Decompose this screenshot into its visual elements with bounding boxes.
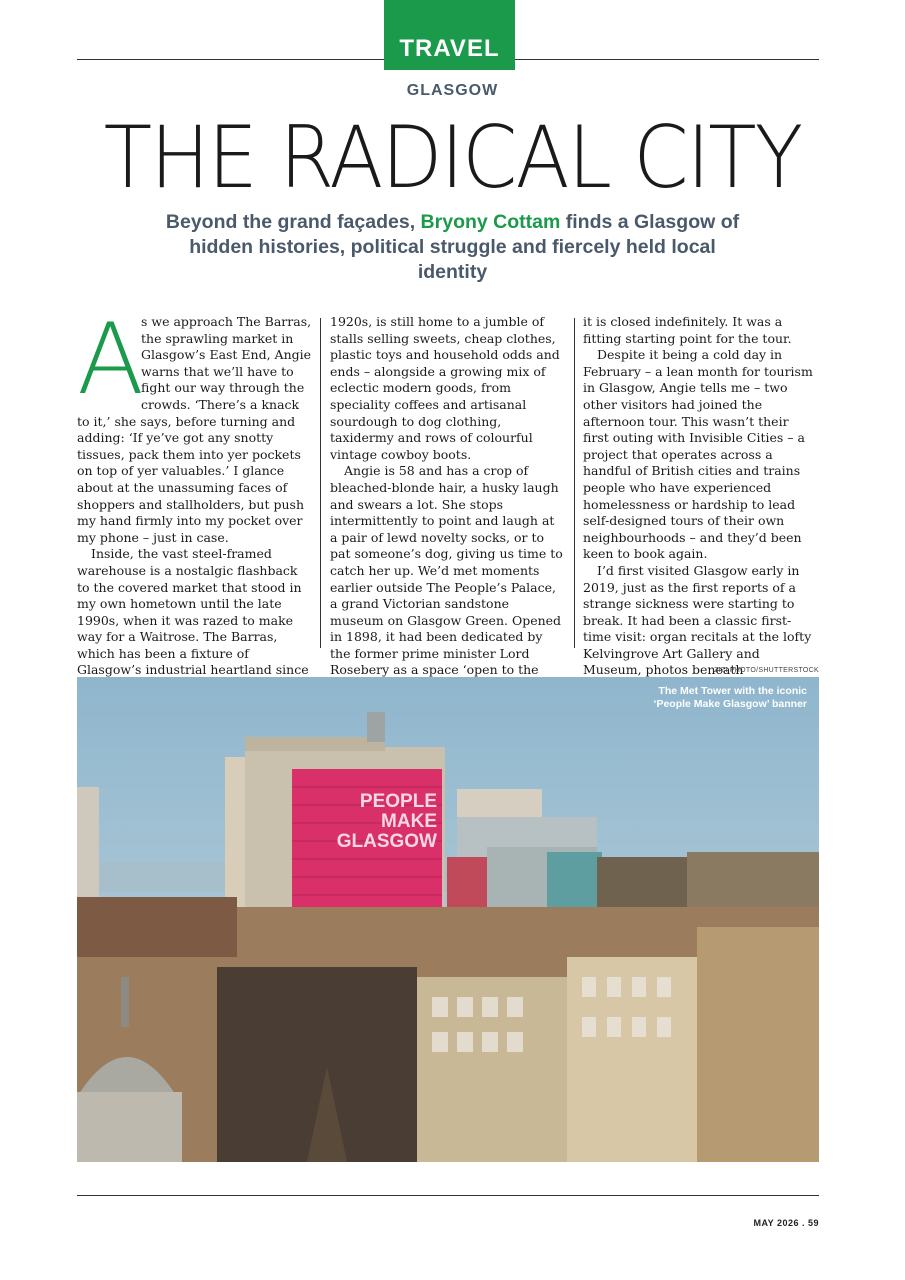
column-rule — [574, 318, 575, 648]
paragraph: Angie is 58 and has a crop of bleached-blonde hair, a husky laugh and swears a lot. She stops intermittently to point and laugh at a pair of lewd novelty socks, or to pat someone’s dog, giving us time to catch her up. We’d met moments earlier outside The People’s Palace, a grand Victorian sandstone museum on Glasgow Green. Opened in 1898, it had been dedicated by the former prime minister Lord Rosebery as a space ‘open to the — [330, 463, 563, 678]
standfirst-after: finds a Glasgow of hidden histories, political struggle and fiercely held local identity — [189, 211, 740, 283]
photo-credit: ZIZI PHOTO/SHUTTERSTOCK — [713, 667, 819, 674]
author-name: Bryony Cottam — [420, 211, 561, 233]
drop-cap: A — [77, 303, 145, 417]
article-column-2 — [330, 314, 565, 696]
section-tab — [384, 0, 515, 70]
paragraph: Inside, the vast steel-framed warehouse is a nostalgic flashback to the covered market that stood in my own hometown until the late 1990s, when it was razed to make way for a Waitrose. The Barras, which has been a fixture of Glasgow’s industrial heartland since — [77, 546, 309, 678]
column-rule — [320, 318, 321, 648]
standfirst-before: Beyond the grand façades, — [165, 211, 421, 233]
banner-text-glasgow: GLASGOW — [336, 831, 437, 852]
page-folio: MAY 2026 . 59 — [753, 1218, 819, 1228]
subsection-label: GLASGOW — [406, 82, 499, 99]
banner-text-make: MAKE — [381, 811, 437, 832]
footer-rule — [77, 1195, 819, 1196]
glasgow-skyline-illustration — [77, 677, 819, 1162]
paragraph: 1920s, is still home to a jumble of stalls selling sweets, cheap clothes, plastic toys and household odds and ends – alongside a growing mix of eclectic modern goods, from speciality coffees and artisanal sourdough to dog clothing, taxidermy and rows of colourful vintage cowboy boots. — [330, 314, 560, 462]
caption-line: ‘People Make Glasgow’ banner — [653, 698, 807, 710]
paragraph: s we approach The Barras, the sprawling market in Glasgow’s East End, Angie warns that we’ll have to fight our way through the crowds. ‘There’s a knack to it,’ she says, before turning and adding: ‘If ye’ve got any snotty tissues, pack them into yer pockets on top of yer valuables.’ I glance about at the unassuming faces of shoppers and stallholders, but push my hand firmly into my pocket over my phone – just in case. — [77, 314, 312, 545]
paragraph: I’d first visited Glasgow early in 2019, just as the first reports of a strange sickness were starting to break. It had been a classic first-time visit: organ recitals at the lofty Kelvingrove Art Gallery and Museum, photos beneath — [583, 562, 812, 678]
article-column-1 — [77, 303, 312, 696]
headline: THE RADICAL CITY — [103, 108, 802, 208]
city-photo — [77, 677, 819, 1162]
article-column-3 — [583, 314, 818, 679]
photo-caption — [654, 685, 807, 711]
standfirst — [160, 210, 745, 285]
section-label: TRAVEL — [399, 35, 500, 62]
caption-line: The Met Tower with the iconic — [658, 685, 807, 697]
paragraph: it is closed indefinitely. It was a fitting starting point for the tour. — [583, 314, 792, 346]
paragraph: Despite it being a cold day in February – a lean month for tourism in Glasgow, Angie tells me – two other visitors had joined the afternoon tour. This wasn’t their first outing with Invisible Cities – a project that operates across a handful of British cities and trains people who have experienced homelessness or hardship to lead self-designed tours of their own neighbourhoods – and they’d been keen to book again. — [583, 347, 813, 562]
banner-text-people: PEOPLE — [359, 791, 437, 812]
